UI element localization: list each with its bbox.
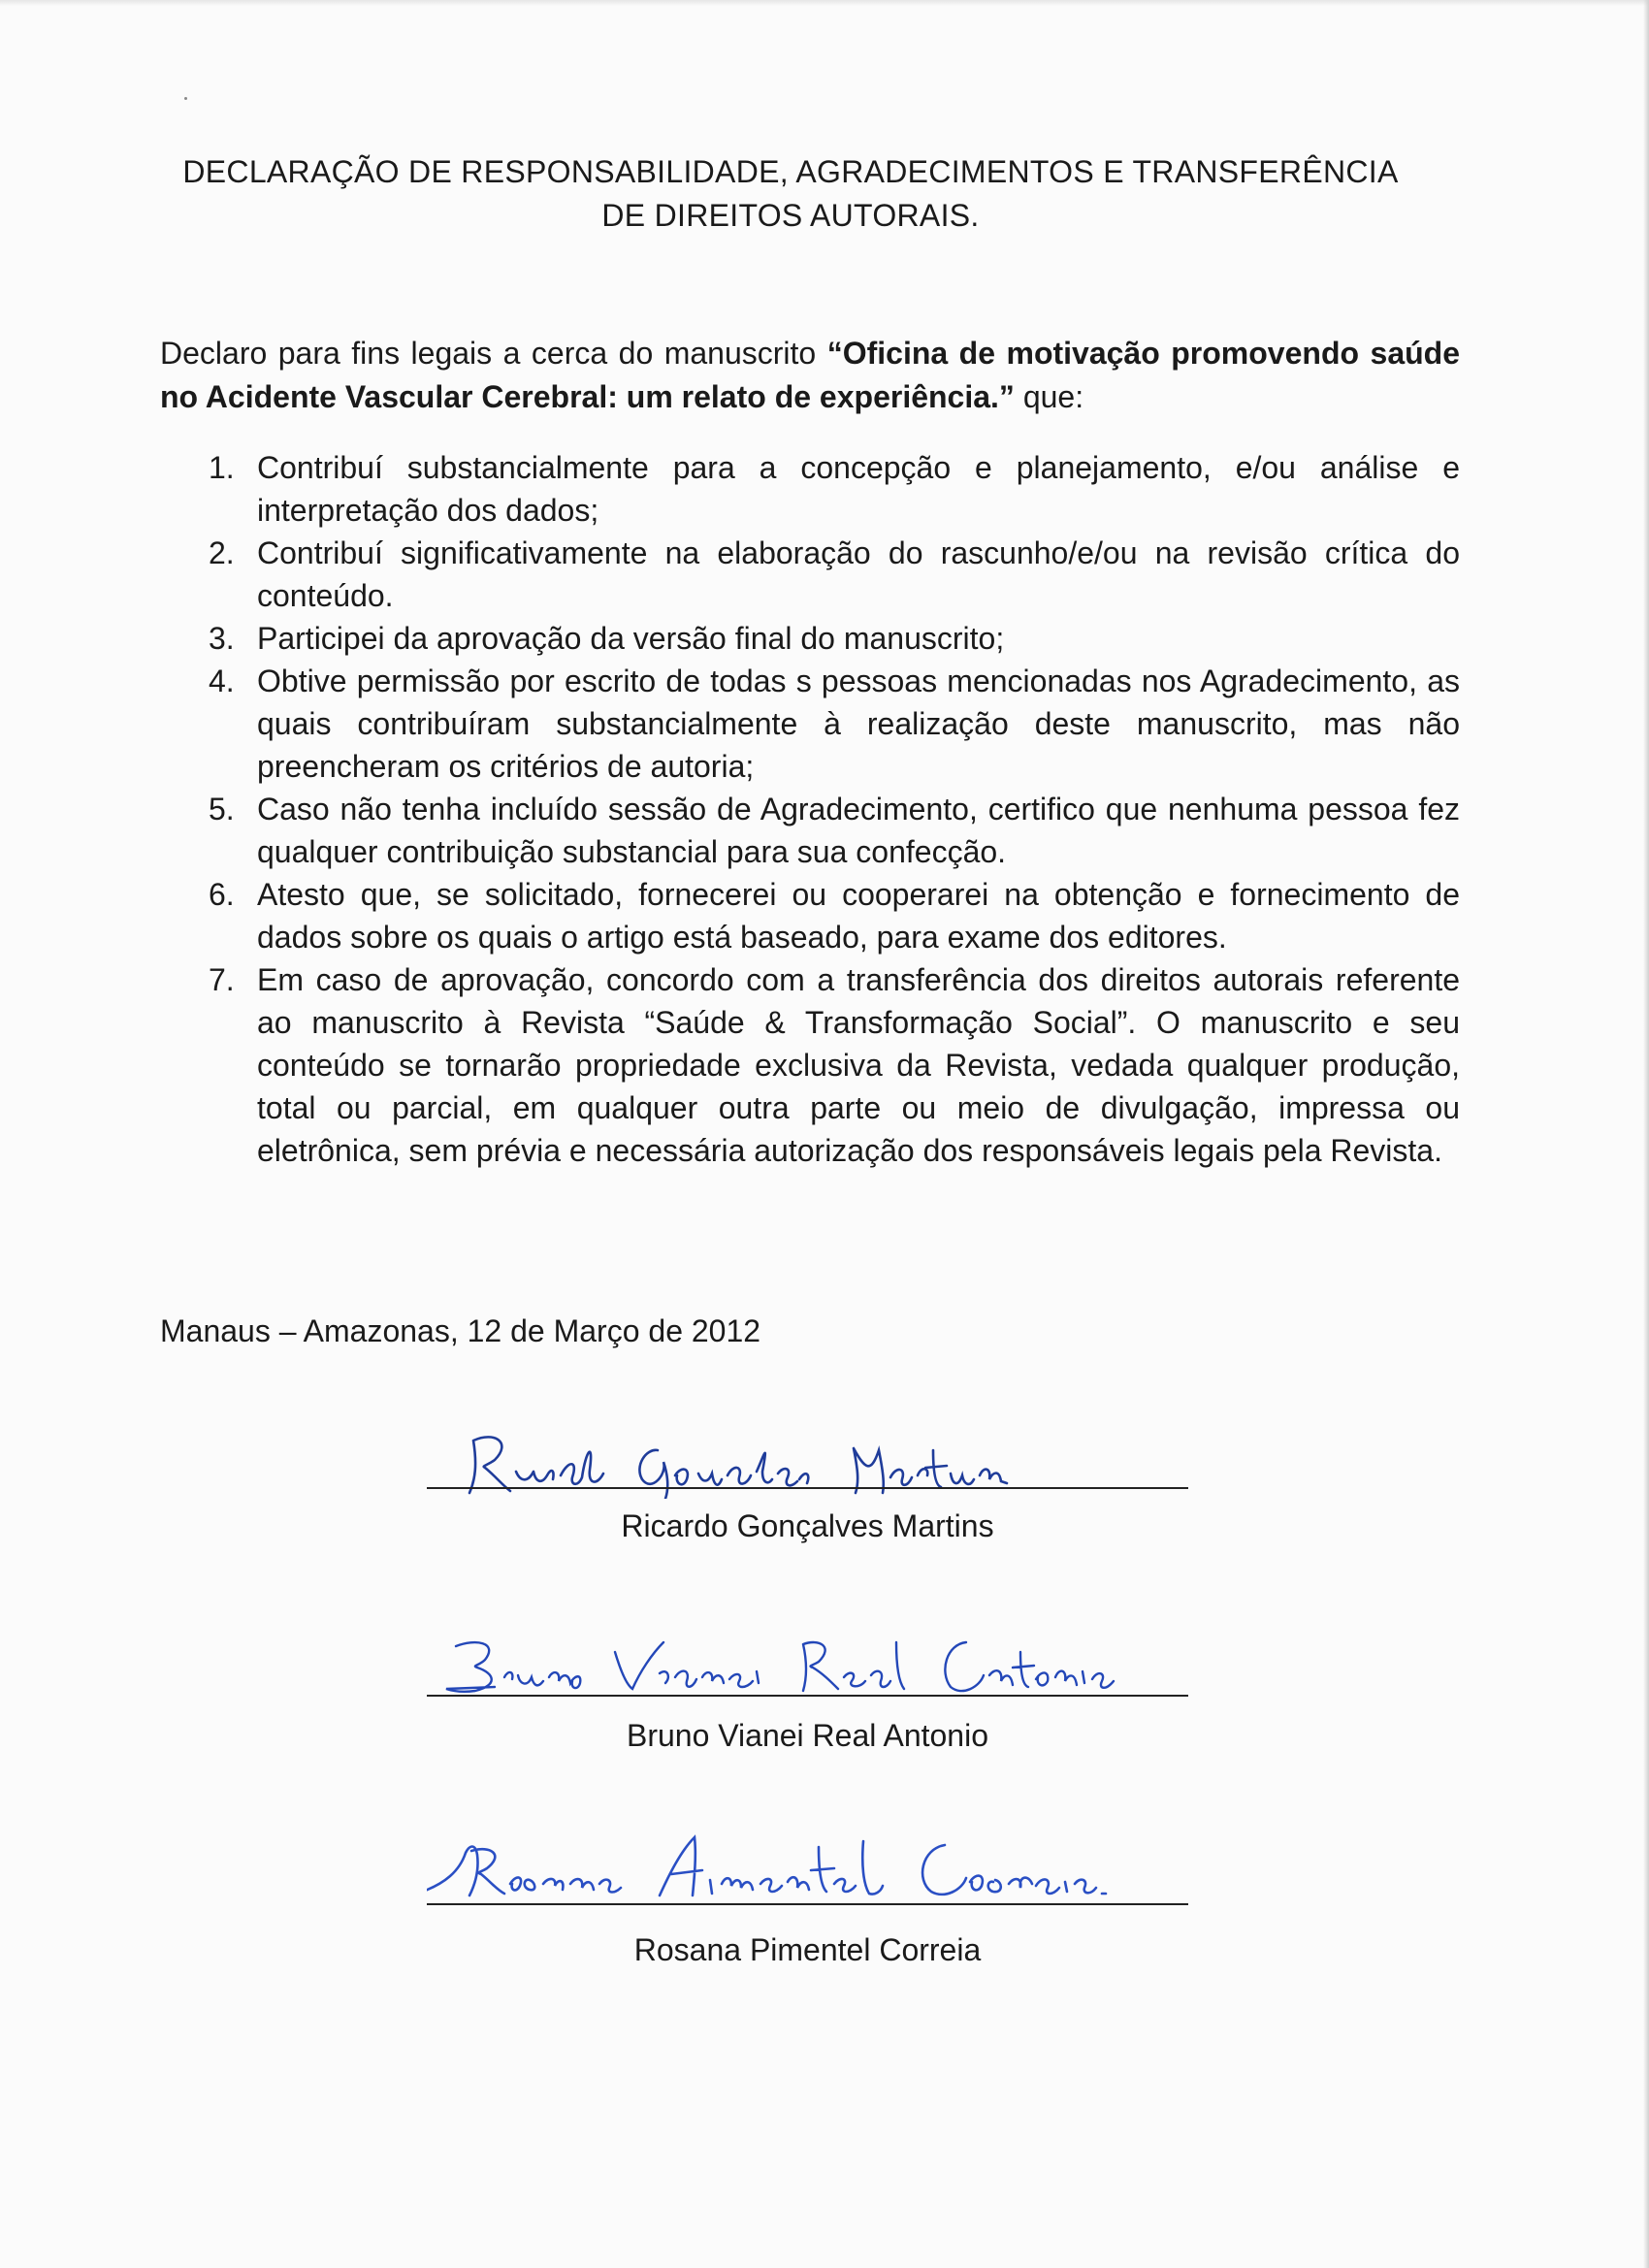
item-text: Atesto que, se solicitado, fornecerei ou cooperarei na obtenção e fornecimento de dados sobre os quais o artigo está baseado, para exame dos editores. <box>257 877 1460 955</box>
item-text: Participei da aprovação da versão final do manuscrito; <box>257 621 1005 656</box>
signature-line-1 <box>427 1487 1188 1489</box>
list-item <box>160 958 1460 1172</box>
item-text: Caso não tenha incluído sessão de Agradecimento, certifico que nenhuma pessoa fez qualquer contribuição substancial para sua confecção. <box>257 792 1460 869</box>
handwritten-signature-2 <box>427 1613 1188 1701</box>
signature-block-2 <box>427 1615 1188 1770</box>
document-title <box>146 150 1436 238</box>
signature-line-3 <box>427 1903 1188 1905</box>
handwritten-signature-3 <box>427 1816 1188 1903</box>
scan-edge-right <box>1643 0 1649 2268</box>
item-number: 2. <box>209 535 235 570</box>
declaration-list <box>160 446 1460 1172</box>
item-number: 1. <box>209 450 235 485</box>
title-line-2: DE DIREITOS AUTORAIS. <box>601 198 980 233</box>
scan-edge-top <box>0 0 1649 6</box>
signature-block-3 <box>427 1824 1188 1979</box>
title-line-1: DECLARAÇÃO DE RESPONSABILIDADE, AGRADECIMENTOS E TRANSFERÊNCIA <box>182 154 1399 189</box>
list-item <box>160 532 1460 617</box>
item-number: 3. <box>209 621 235 656</box>
place-and-date: Manaus – Amazonas, 12 de Março de 2012 <box>160 1313 761 1348</box>
item-number: 5. <box>209 792 235 826</box>
item-text: Obtive permissão por escrito de todas s pessoas mencionadas nos Agradecimento, as quais contribuíram substancialmente à realização deste manuscrito, mas não preencheram os critérios de autoria; <box>257 664 1460 784</box>
item-number: 7. <box>209 962 235 997</box>
intro-prefix: Declaro para fins legais a cerca do manuscrito <box>160 336 827 371</box>
list-item <box>160 788 1460 873</box>
signatory-name-2: Bruno Vianei Real Antonio <box>626 1718 988 1753</box>
item-number: 6. <box>209 877 235 912</box>
intro-suffix: que: <box>1014 379 1084 414</box>
intro-paragraph <box>160 332 1460 419</box>
manuscript-title: “Oficina de motivação promovendo saúde no Acidente Vascular Cerebral: um relato de experiência.” <box>160 336 1461 414</box>
item-number: 4. <box>209 664 235 698</box>
signatory-name-3: Rosana Pimentel Correia <box>633 1932 982 1967</box>
signatory-name-1: Ricardo Gonçalves Martins <box>621 1508 994 1543</box>
scan-speck <box>184 97 187 100</box>
item-text: Contribuí substancialmente para a concepção e planejamento, e/ou análise e interpretação dos dados; <box>257 450 1460 528</box>
item-text: Contribuí significativamente na elaboração do rascunho/e/ou na revisão crítica do conteúdo. <box>257 535 1460 613</box>
list-item <box>160 446 1460 532</box>
list-item <box>160 873 1460 958</box>
item-text: Em caso de aprovação, concordo com a transferência dos direitos autorais referente ao manuscrito à Revista “Saúde & Transformação Social”. O manuscrito e seu conteúdo se tornarão propriedade exclusiva da Revista, vedada qualquer produção, total ou parcial, em qualquer outra parte ou meio de divulgação, impressa ou eletrônica, sem prévia e necessária autorização dos responsáveis legais pela Revista. <box>257 962 1460 1168</box>
signature-block-1 <box>427 1411 1188 1567</box>
handwritten-signature-1 <box>427 1411 1188 1499</box>
signature-line-2 <box>427 1695 1188 1697</box>
list-item <box>160 617 1460 660</box>
list-item <box>160 660 1460 788</box>
